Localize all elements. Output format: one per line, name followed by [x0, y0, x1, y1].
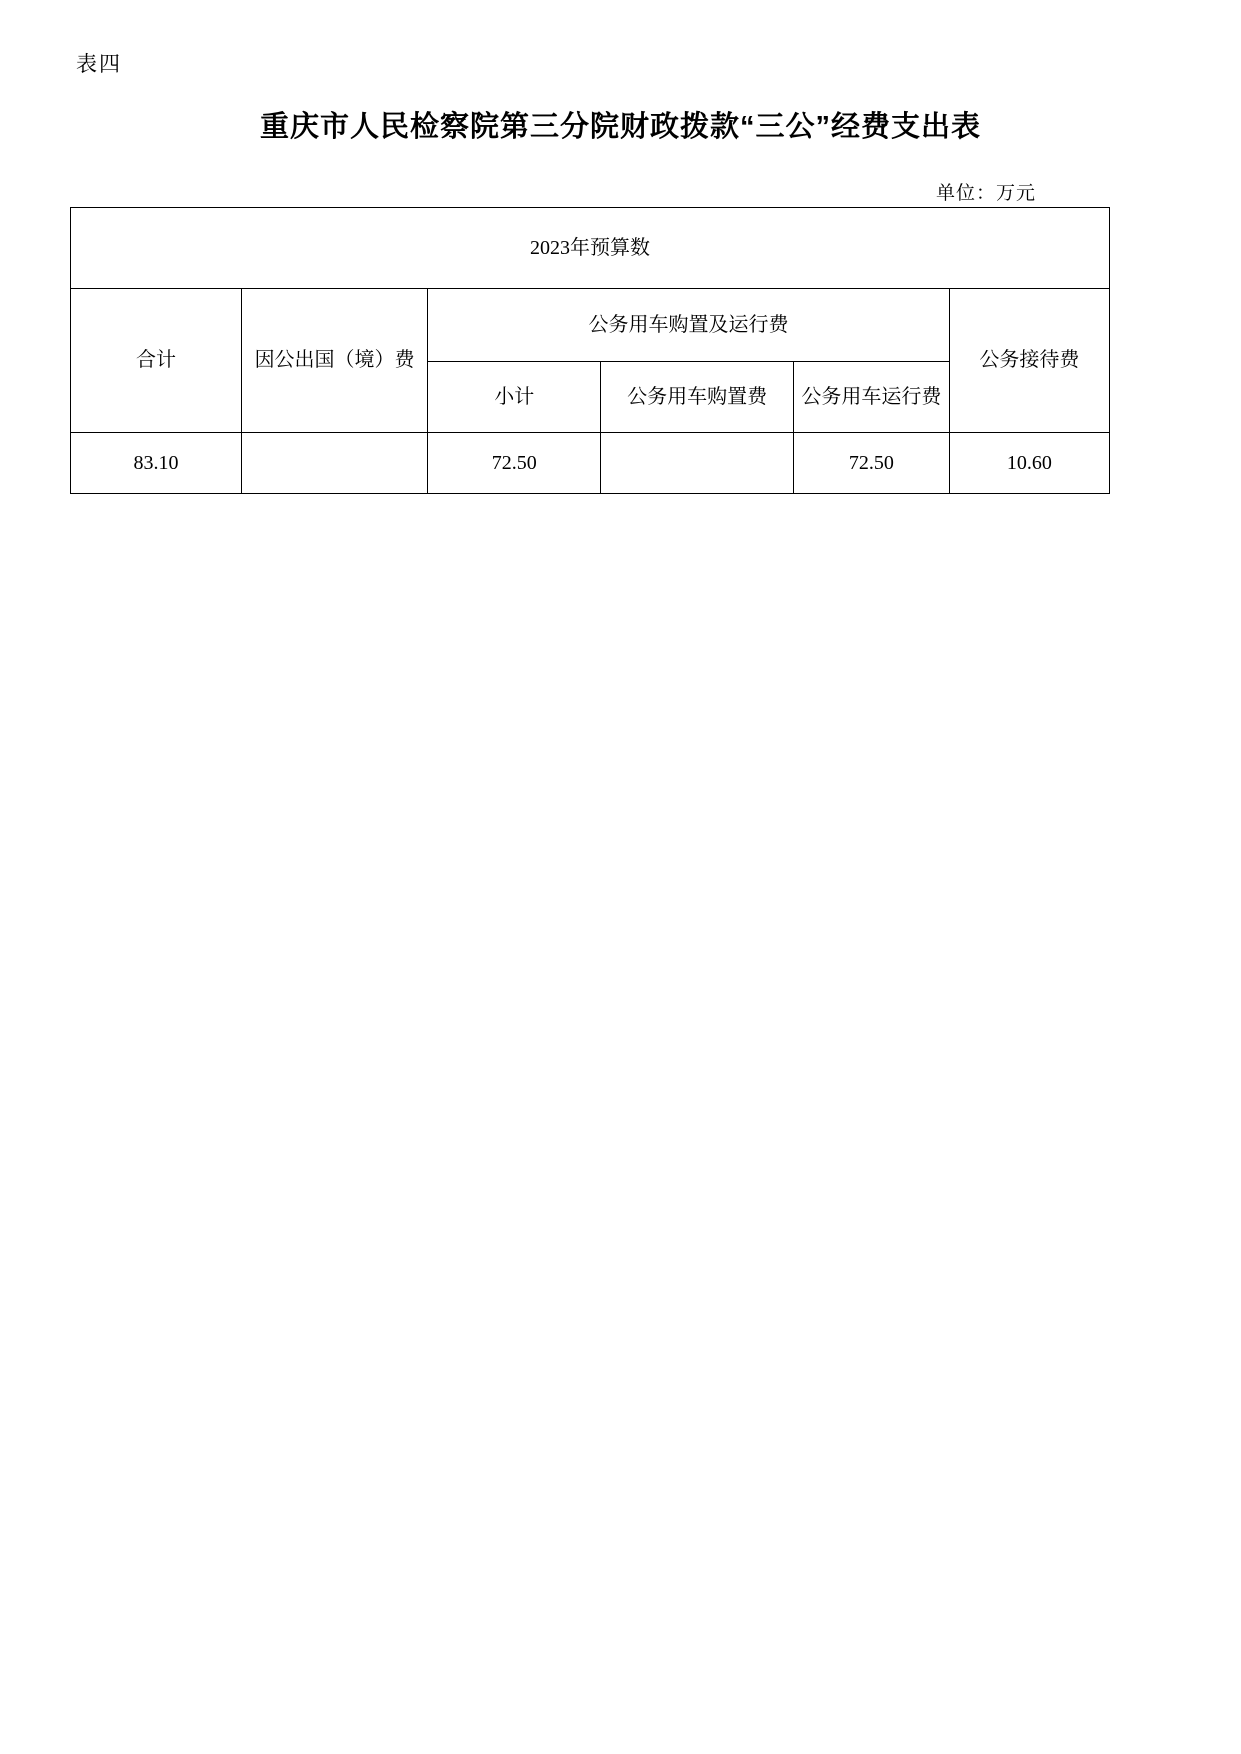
value-vehicle-operation: 72.50: [793, 433, 949, 494]
value-vehicle-subtotal: 72.50: [428, 433, 601, 494]
page-title: 重庆市人民检察院第三分院财政拨款“三公”经费支出表: [259, 111, 981, 143]
table-row-values: [71, 433, 1110, 494]
table-row-group-header: [71, 289, 1110, 362]
year-header-cell: 2023年预算数: [71, 208, 1110, 289]
table-row-year: [71, 208, 1110, 289]
header-vehicle-purchase: 公务用车购置费: [601, 362, 794, 433]
header-reception: 公务接待费: [949, 289, 1109, 433]
value-total: 83.10: [71, 433, 242, 494]
value-vehicle-purchase: [601, 433, 794, 494]
header-vehicle-operation: 公务用车运行费: [793, 362, 949, 433]
header-total: 合计: [71, 289, 242, 433]
value-reception: 10.60: [949, 433, 1109, 494]
header-vehicle-subtotal: 小计: [428, 362, 601, 433]
unit-note: 单位：万元: [935, 183, 1036, 204]
value-abroad: [242, 433, 428, 494]
three-public-expense-table: [70, 207, 1110, 494]
sheet-tag: 表四: [76, 52, 122, 76]
header-vehicle-group: 公务用车购置及运行费: [428, 289, 950, 362]
header-abroad: 因公出国（境）费: [242, 289, 428, 433]
